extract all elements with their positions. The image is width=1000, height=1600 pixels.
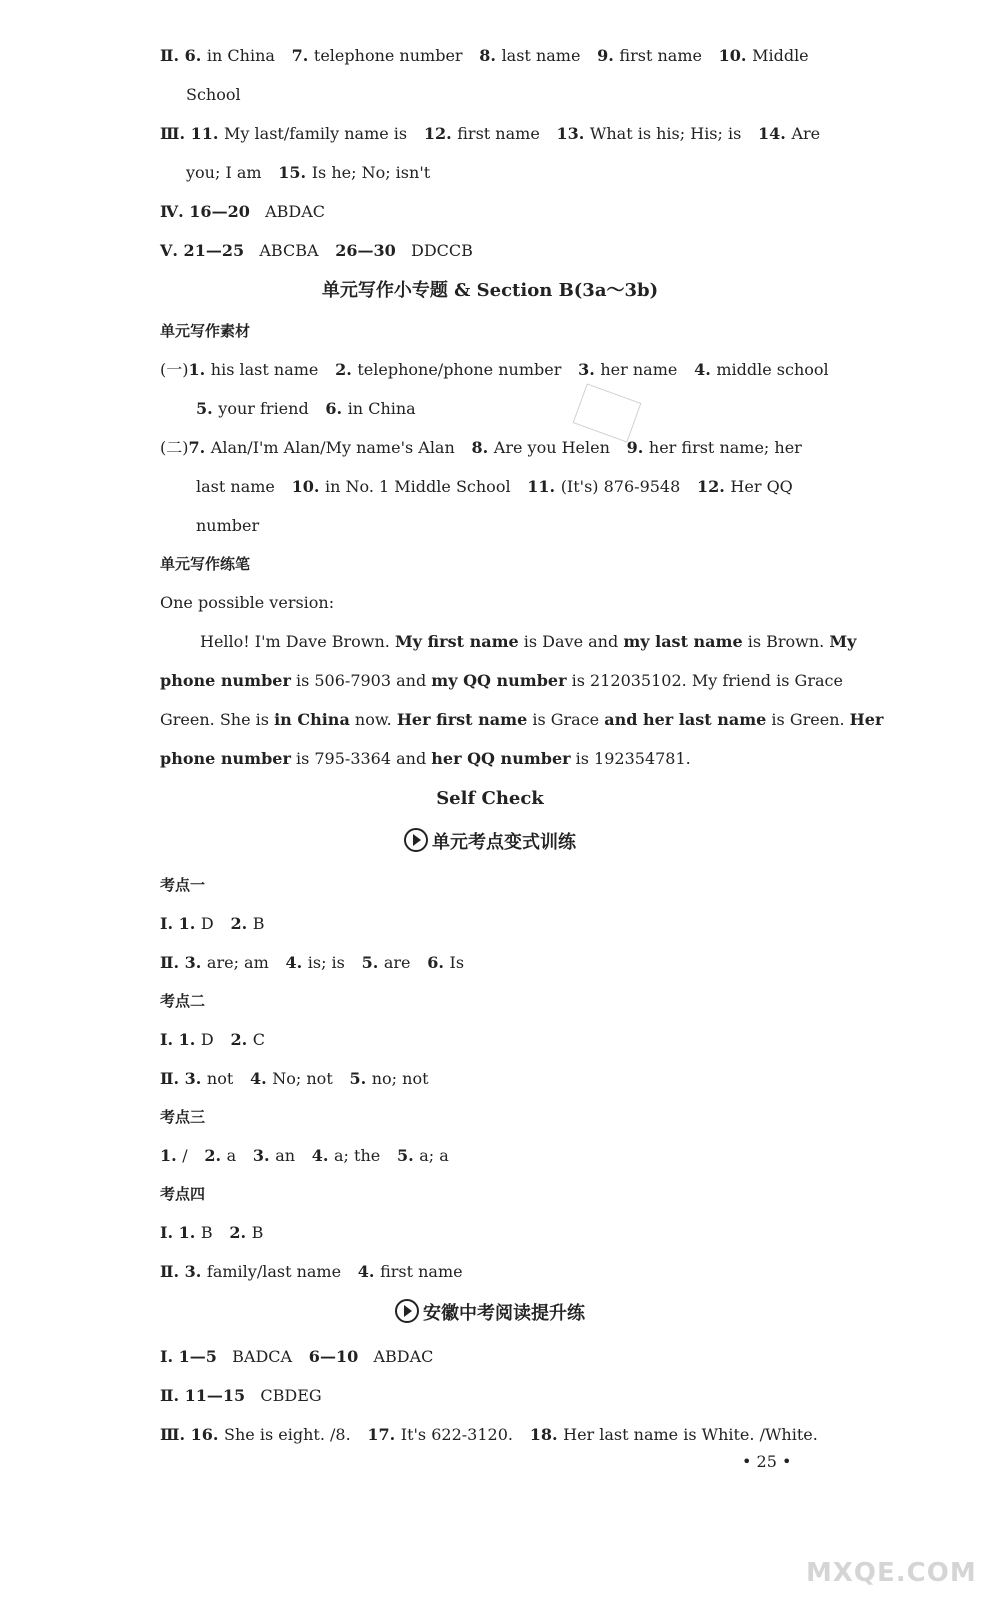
reading-block [160,1337,820,1454]
item-number: 3. [561,360,601,379]
item-number: 13. [539,124,590,143]
item-number: Ⅱ. 3. [160,1262,207,1281]
item-number: phone number [160,671,291,690]
arrow-circle-icon [395,1299,419,1323]
item-number: my last name [623,632,743,651]
item-number: 5. [332,1069,372,1088]
answer-text: CBDEG [245,1386,322,1405]
answer-text: DDCCB [395,241,473,260]
answer-text: in China [206,46,275,65]
item-number: 4. [233,1069,273,1088]
answer-text: your friend [218,399,309,418]
answer-line [160,1136,820,1175]
item-number: and her last name [604,710,767,729]
self-check-title: Self Check [436,788,544,809]
answer-line [160,467,820,506]
answer-text: ABDAC [358,1347,434,1366]
answer-text: is 212035102. My friend is Grace [566,671,843,690]
answer-line [160,943,820,982]
item-number: 10. [701,46,753,65]
item-number: 4. [677,360,717,379]
answer-text: Are [791,124,821,143]
answer-text: C [252,1030,265,1049]
answer-text: (二) [160,438,189,457]
item-number: Ⅱ. 11—15 [160,1386,246,1405]
answer-line [160,389,820,428]
answer-line [160,1376,820,1415]
item-number: 2. [212,1223,252,1242]
answer-text: Middle [752,46,809,65]
item-number: 3. [236,1146,276,1165]
kaodian3-block [160,1136,820,1175]
banner-unit-training [160,820,820,866]
item-number: 5. [196,399,219,418]
item-number: 15. [261,163,312,182]
answer-line [160,506,820,545]
answer-text: (It's) 876-9548 [560,477,681,496]
answer-text: is Grace [527,710,605,729]
answer-line [160,1213,820,1252]
item-number: Ⅰ. 1. [160,914,201,933]
item-number: Ⅱ. 6. [160,46,207,65]
answer-text: is Brown. [742,632,830,651]
watermark-logo [806,1484,976,1592]
answer-line [160,739,820,778]
item-number: Ⅰ. 1. [160,1030,201,1049]
answer-line [160,75,820,114]
answer-text: not [206,1069,234,1088]
arrow-circle-icon [404,828,428,852]
answer-text: now. [349,710,397,729]
item-number: her QQ number [431,749,571,768]
item-number: 2. [213,1030,253,1049]
answer-line [160,153,820,192]
item-number: 9. [580,46,620,65]
answer-text: an [275,1146,296,1165]
kaodian1-heading: 考点一 [160,876,206,894]
item-number: 2. [318,360,358,379]
answers-top-block [160,36,820,270]
answer-text: What is his; His; is [589,124,742,143]
answer-text: middle school [716,360,829,379]
answer-text: B [251,1223,264,1242]
answer-text: D [200,914,214,933]
answer-line [160,114,820,153]
kaodian4-heading: 考点四 [160,1185,206,1203]
answer-line [160,192,820,231]
banner-reading-practice [160,1291,820,1337]
banner-unit-training-label: 单元考点变式训练 [432,832,576,853]
item-number: Ⅲ. 11. [160,124,225,143]
answer-text: Her last name is White. /White. [563,1425,818,1444]
answer-line [160,904,820,943]
answer-text: in No. 1 Middle School [325,477,511,496]
item-number: 5. [344,953,384,972]
item-number: 11. [510,477,561,496]
answer-text: (一) [160,360,189,379]
item-number: Her first name [396,710,528,729]
answer-line [160,661,843,700]
answer-text: is Dave and [518,632,624,651]
item-number: My first name [394,632,519,651]
answer-text: is; is [307,953,345,972]
item-number: Ⅱ. 3. [160,953,207,972]
answer-text: is 795-3364 and [290,749,432,768]
item-number: 18. [512,1425,564,1444]
writing-material-heading: 单元写作素材 [160,322,251,340]
answer-line [160,231,820,270]
answer-text: is 506-7903 and [290,671,432,690]
answer-line [160,428,820,467]
answer-text: Is he; No; isn't [311,163,431,182]
answer-text: Are you Helen [493,438,610,457]
answer-text: number [196,516,260,535]
item-number: 6. [308,399,348,418]
answer-text: first name [457,124,540,143]
item-number: my QQ number [431,671,567,690]
item-number: Her [849,710,884,729]
answer-line [160,350,829,389]
item-number: 17. [350,1425,401,1444]
page-number: • 25 • [742,1452,792,1471]
answer-line [160,1337,820,1376]
answer-text: It's 622-3120. [400,1425,513,1444]
answer-text: / [182,1146,188,1165]
item-number: 6—10 [292,1347,359,1366]
answer-text: are [383,953,411,972]
item-number: 5. [380,1146,420,1165]
item-number: 4. [295,1146,335,1165]
item-number: 1. [188,360,211,379]
answer-text: is 192354781. [570,749,691,768]
answer-text: her first name; her [648,438,802,457]
item-number: 1. [160,1146,183,1165]
item-number: Ⅰ. 1—5 [160,1347,217,1366]
answer-text: a; a [419,1146,449,1165]
answer-text: you; I am [186,163,262,182]
kaodian3-heading: 考点三 [160,1108,206,1126]
item-number: 2. [187,1146,227,1165]
answer-line [160,622,857,661]
answer-text: her name [600,360,678,379]
answer-text: No; not [272,1069,333,1088]
answer-text: Is [449,953,465,972]
item-number: 12. [407,124,458,143]
answer-text: Alan/I'm Alan/My name's Alan [210,438,455,457]
answer-text: his last name [210,360,319,379]
answer-text: telephone/phone number [357,360,562,379]
item-number: in China [274,710,350,729]
item-number: 10. [274,477,325,496]
item-number: 2. [213,914,253,933]
item-number: 12. [680,477,731,496]
answer-text: a [226,1146,237,1165]
answer-text: Hello! I'm Dave Brown. [200,632,395,651]
answer-text: School [186,85,241,104]
item-number: Ⅱ. 3. [160,1069,207,1088]
item-number: 6. [410,953,450,972]
writing-material-block [160,350,829,545]
item-number: My [829,632,857,651]
answer-text: My last/family name is [224,124,408,143]
answer-line [160,1020,820,1059]
answer-text: telephone number [313,46,463,65]
item-number: phone number [160,749,291,768]
item-number: Ⅳ. 16—20 [160,202,250,221]
answer-text: Her QQ [730,477,793,496]
answer-text: ABCBA [244,241,319,260]
item-number: Ⅰ. 1. [160,1223,201,1242]
item-number: 7. [274,46,314,65]
item-number: 4. [268,953,308,972]
writing-practice-heading: 单元写作练笔 [160,555,251,573]
kaodian2-block [160,1020,820,1098]
answer-text: B [252,914,265,933]
answer-line [160,700,884,739]
answer-text: last name [501,46,581,65]
answer-text: D [200,1030,214,1049]
kaodian4-block [160,1213,820,1291]
answer-text: first name [380,1262,463,1281]
section-writing-title: 单元写作小专题 & Section B(3a～3b) [321,280,659,301]
answer-text: first name [619,46,702,65]
answer-line [160,36,820,75]
answer-text: no; not [371,1069,429,1088]
item-number: 7. [188,438,211,457]
answer-line [160,1059,820,1098]
item-number: 4. [341,1262,381,1281]
kaodian2-heading: 考点二 [160,992,206,1010]
item-number: 14. [741,124,792,143]
answer-text: are; am [206,953,269,972]
watermark-text: MXQE.COM [806,1558,977,1588]
possible-version-label: One possible version: [160,593,335,612]
answer-text: family/last name [206,1262,342,1281]
answer-text: is Green. [766,710,850,729]
item-number: 8. [454,438,494,457]
item-number: 26—30 [318,241,396,260]
answer-text: B [200,1223,213,1242]
answer-text: last name [196,477,275,496]
item-number: Ⅴ. 21—25 [160,241,245,260]
item-number: 9. [609,438,649,457]
answer-text: Green. She is [160,710,275,729]
answer-line [160,1415,820,1454]
banner-reading-practice-label: 安徽中考阅读提升练 [423,1303,585,1324]
answer-text: BADCA [216,1347,293,1366]
answer-page [160,36,884,1454]
item-number: Ⅲ. 16. [160,1425,225,1444]
answer-text: a; the [334,1146,381,1165]
item-number: 8. [462,46,502,65]
answer-text: in China [347,399,416,418]
answer-text: She is eight. /8. [224,1425,351,1444]
kaodian1-block [160,904,820,982]
essay-block [160,622,884,778]
answer-line [160,1252,820,1291]
answer-text: ABDAC [249,202,326,221]
